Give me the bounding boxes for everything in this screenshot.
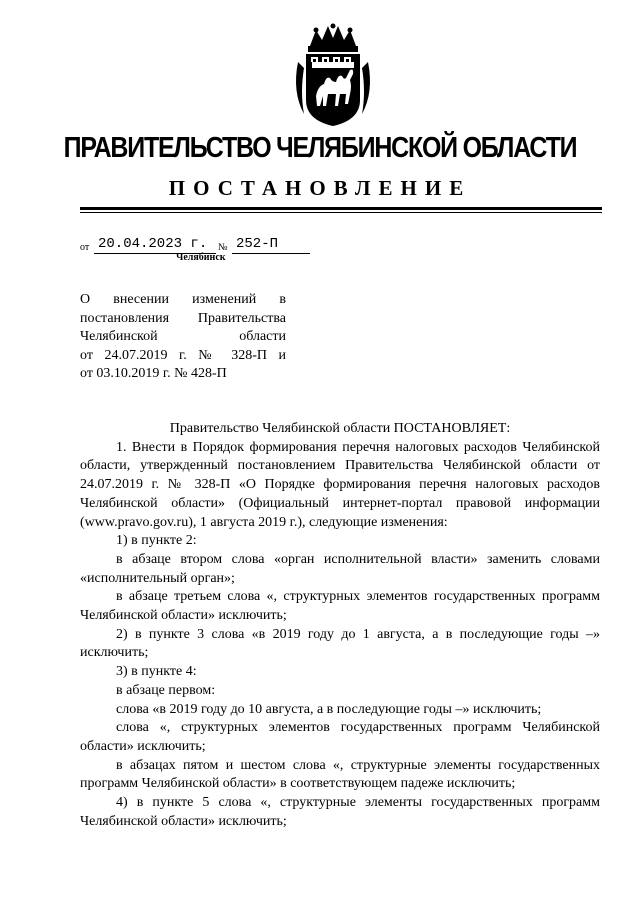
body-paragraph: в абзаце третьем слова «, структурных элементов государственных программ Челябинской области» исключить;: [80, 589, 600, 624]
document-type: ПОСТАНОВЛЕНИЕ: [168, 176, 472, 200]
body-paragraph: в абзацах пятом и шестом слова «, структурные элементы государственных программ Челябинской области» в соответствующем падеже исключить;: [80, 757, 600, 792]
document-body: [80, 420, 600, 831]
subject-line: от 24.07.2019 г. № 328-П и: [80, 347, 286, 363]
number-prefix: №: [218, 242, 228, 253]
body-paragraph: слова «в 2019 году до 10 августа, а в последующие годы –» исключить;: [116, 701, 542, 717]
body-paragraph: 4) в пункте 5 слова «, структурные элементы государственных программ Челябинской области» исключить;: [80, 795, 600, 829]
body-paragraph: в абзаце втором слова «орган исполнительной власти» заменить словами «исполнительный орган»;: [80, 551, 600, 586]
document-subject: [80, 291, 286, 384]
body-paragraph: слова «, структурных элементов государственных программ Челябинской области» исключить;: [80, 720, 600, 754]
body-paragraph: 2) в пункте 3 слова «в 2019 году до 1 августа, а в последующие годы –» исключить;: [80, 626, 600, 661]
body-paragraph: 1) в пункте 2:: [116, 533, 197, 549]
document-number: 252-П: [232, 236, 310, 254]
subject-line: Челябинской области: [80, 329, 286, 344]
organization-title: ПРАВИТЕЛЬСТВО ЧЕЛЯБИНСКОЙ ОБЛАСТИ: [63, 132, 577, 164]
city-name: Челябинск: [176, 252, 226, 263]
subject-line: от 03.10.2019 г. № 428-П: [80, 366, 227, 381]
header-rule-thick: [80, 207, 602, 210]
preamble: Правительство Челябинской области ПОСТАНОВЛЯЕТ:: [169, 421, 511, 436]
chelyabinsk-coat-of-arms-icon: [290, 22, 376, 130]
document-date: 20.04.2023 г.: [94, 236, 216, 254]
body-paragraph: в абзаце первом:: [116, 682, 216, 698]
body-paragraph: 3) в пункте 4:: [116, 664, 197, 680]
body-paragraph: 1. Внести в Порядок формирования перечня налоговых расходов Челябинской области, утвержденный постановлением Правительства Челябинской области от 24.07.2019 г. № 328-П «О Порядке формирования перечня налоговых расходов Челябинской области» (Официальный интернет-портал правовой информации (www.pravo.gov.ru), 1 августа 2019 г.), следующие изменения:: [80, 439, 600, 530]
subject-line: О внесении изменений в: [80, 292, 286, 307]
header-rule-thin: [80, 212, 602, 213]
date-prefix: от: [80, 242, 90, 253]
subject-line: постановления Правительства: [80, 310, 286, 326]
